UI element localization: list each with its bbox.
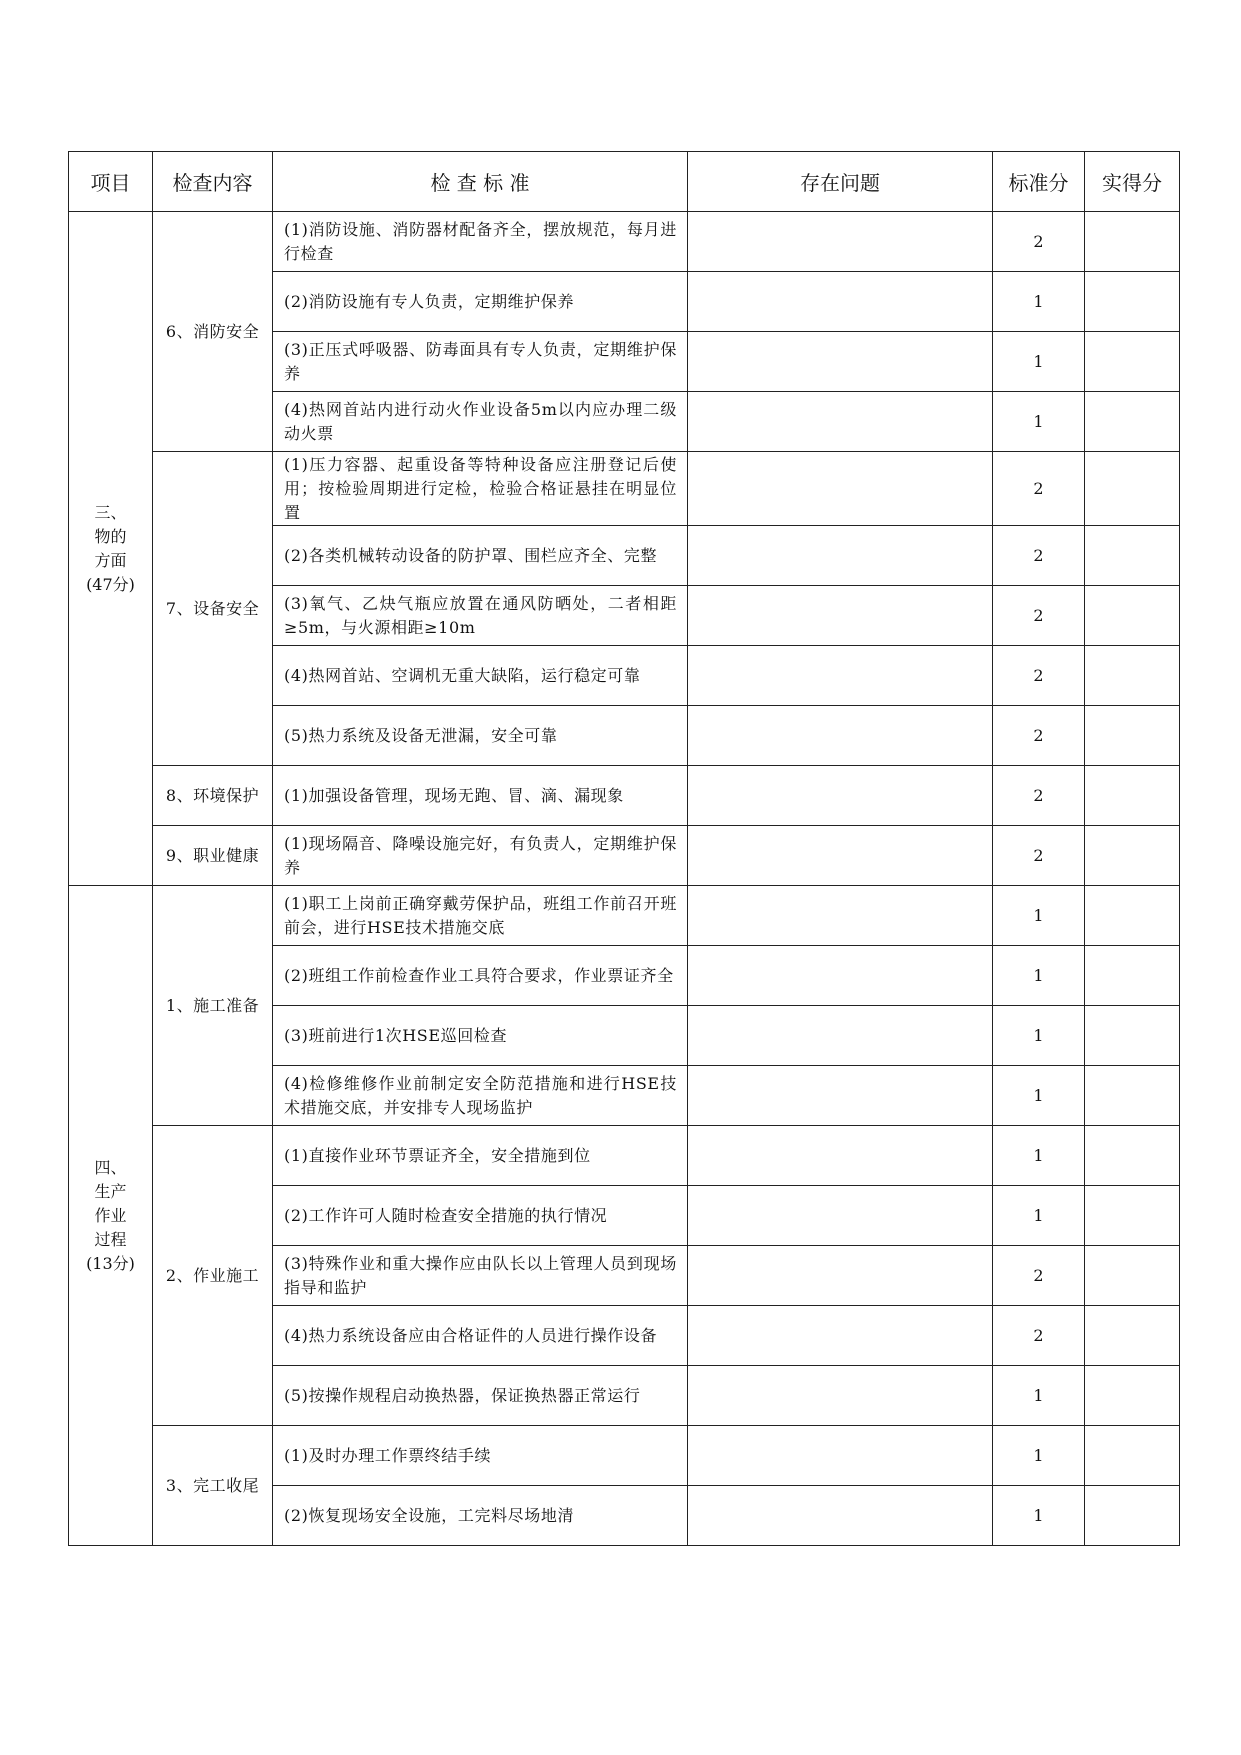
issue-cell[interactable]	[688, 212, 993, 272]
standard-score-cell: 1	[993, 1126, 1085, 1186]
standard-score-cell: 2	[993, 526, 1085, 586]
issue-cell[interactable]	[688, 1186, 993, 1246]
actual-score-cell[interactable]	[1085, 766, 1180, 826]
standard-score-cell: 2	[993, 706, 1085, 766]
issue-cell[interactable]	[688, 1426, 993, 1486]
standard-score-cell: 2	[993, 1306, 1085, 1366]
issue-cell[interactable]	[688, 332, 993, 392]
actual-score-cell[interactable]	[1085, 826, 1180, 886]
actual-score-cell[interactable]	[1085, 1006, 1180, 1066]
standard-cell: (3)氧气、乙炔气瓶应放置在通风防晒处，二者相距≥5m，与火源相距≥10m	[273, 586, 688, 646]
standard-cell: (1)压力容器、起重设备等特种设备应注册登记后使用；按检验周期进行定检，检验合格证悬挂在明显位置	[273, 452, 688, 526]
actual-score-cell[interactable]	[1085, 392, 1180, 452]
actual-score-cell[interactable]	[1085, 526, 1180, 586]
standard-score-cell: 1	[993, 1366, 1085, 1426]
subcategory-cell: 1、施工准备	[153, 886, 273, 1126]
category-line: 过程	[94, 1229, 127, 1249]
standard-score-cell: 1	[993, 1186, 1085, 1246]
standard-cell: (1)职工上岗前正确穿戴劳保护品，班组工作前召开班前会，进行HSE技术措施交底	[273, 886, 688, 946]
issue-cell[interactable]	[688, 1306, 993, 1366]
category-line: 四、	[94, 1157, 127, 1177]
issue-cell[interactable]	[688, 452, 993, 526]
issue-cell[interactable]	[688, 1066, 993, 1126]
subcategory-cell: 9、职业健康	[153, 826, 273, 886]
standard-score-cell: 2	[993, 826, 1085, 886]
standard-cell: (3)正压式呼吸器、防毒面具有专人负责，定期维护保养	[273, 332, 688, 392]
issue-cell[interactable]	[688, 766, 993, 826]
table-row	[69, 212, 1180, 272]
issue-cell[interactable]	[688, 586, 993, 646]
standard-cell: (1)现场隔音、降噪设施完好，有负责人，定期维护保养	[273, 826, 688, 886]
issue-cell[interactable]	[688, 646, 993, 706]
category-line: 作业	[94, 1205, 127, 1225]
issue-cell[interactable]	[688, 1366, 993, 1426]
actual-score-cell[interactable]	[1085, 1426, 1180, 1486]
header-std-score: 标准分	[993, 152, 1085, 212]
subcategory-cell: 3、完工收尾	[153, 1426, 273, 1546]
issue-cell[interactable]	[688, 826, 993, 886]
standard-score-cell: 2	[993, 586, 1085, 646]
table-row	[69, 1426, 1180, 1486]
standard-score-cell: 1	[993, 1486, 1085, 1546]
issue-cell[interactable]	[688, 1006, 993, 1066]
header-row	[69, 152, 1180, 212]
standard-score-cell: 1	[993, 1006, 1085, 1066]
issue-cell[interactable]	[688, 1246, 993, 1306]
standard-cell: (4)热网首站内进行动火作业设备5m以内应办理二级动火票	[273, 392, 688, 452]
standard-cell: (4)热网首站、空调机无重大缺陷，运行稳定可靠	[273, 646, 688, 706]
category-cell	[69, 886, 153, 1546]
actual-score-cell[interactable]	[1085, 586, 1180, 646]
issue-cell[interactable]	[688, 706, 993, 766]
standard-cell: (1)及时办理工作票终结手续	[273, 1426, 688, 1486]
category-cell	[69, 212, 153, 886]
standard-score-cell: 1	[993, 946, 1085, 1006]
standard-score-cell: 2	[993, 212, 1085, 272]
actual-score-cell[interactable]	[1085, 946, 1180, 1006]
standard-cell: (3)班前进行1次HSE巡回检查	[273, 1006, 688, 1066]
standard-cell: (2)恢复现场安全设施，工完料尽场地清	[273, 1486, 688, 1546]
header-item: 项目	[69, 152, 153, 212]
standard-cell: (5)按操作规程启动换热器，保证换热器正常运行	[273, 1366, 688, 1426]
standard-score-cell: 1	[993, 886, 1085, 946]
standard-score-cell: 1	[993, 392, 1085, 452]
standard-cell: (2)班组工作前检查作业工具符合要求，作业票证齐全	[273, 946, 688, 1006]
header-actual-score: 实得分	[1085, 152, 1180, 212]
issue-cell[interactable]	[688, 272, 993, 332]
actual-score-cell[interactable]	[1085, 452, 1180, 526]
actual-score-cell[interactable]	[1085, 212, 1180, 272]
standard-cell: (1)直接作业环节票证齐全，安全措施到位	[273, 1126, 688, 1186]
standard-score-cell: 2	[993, 646, 1085, 706]
actual-score-cell[interactable]	[1085, 1186, 1180, 1246]
actual-score-cell[interactable]	[1085, 1126, 1180, 1186]
issue-cell[interactable]	[688, 526, 993, 586]
issue-cell[interactable]	[688, 946, 993, 1006]
actual-score-cell[interactable]	[1085, 272, 1180, 332]
actual-score-cell[interactable]	[1085, 1246, 1180, 1306]
table-row	[69, 886, 1180, 946]
standard-score-cell: 1	[993, 272, 1085, 332]
category-line: 三、	[94, 502, 127, 522]
table-row	[69, 766, 1180, 826]
issue-cell[interactable]	[688, 1486, 993, 1546]
subcategory-cell: 2、作业施工	[153, 1126, 273, 1426]
issue-cell[interactable]	[688, 1126, 993, 1186]
actual-score-cell[interactable]	[1085, 1486, 1180, 1546]
actual-score-cell[interactable]	[1085, 886, 1180, 946]
table-row	[69, 452, 1180, 526]
standard-score-cell: 2	[993, 452, 1085, 526]
category-line: 生产	[94, 1181, 127, 1201]
subcategory-cell: 6、消防安全	[153, 212, 273, 452]
subcategory-cell: 8、环境保护	[153, 766, 273, 826]
standard-cell: (2)工作许可人随时检查安全措施的执行情况	[273, 1186, 688, 1246]
category-line: 方面	[94, 550, 127, 570]
actual-score-cell[interactable]	[1085, 1306, 1180, 1366]
standard-score-cell: 1	[993, 1066, 1085, 1126]
standard-score-cell: 2	[993, 766, 1085, 826]
actual-score-cell[interactable]	[1085, 332, 1180, 392]
category-line: (13分)	[86, 1253, 135, 1273]
standard-cell: (5)热力系统及设备无泄漏，安全可靠	[273, 706, 688, 766]
standard-score-cell: 1	[993, 1426, 1085, 1486]
subcategory-cell: 7、设备安全	[153, 452, 273, 766]
standard-score-cell: 2	[993, 1246, 1085, 1306]
issue-cell[interactable]	[688, 392, 993, 452]
actual-score-cell[interactable]	[1085, 646, 1180, 706]
header-standard: 检 查 标 准	[273, 152, 688, 212]
table-row	[69, 1126, 1180, 1186]
actual-score-cell[interactable]	[1085, 1066, 1180, 1126]
actual-score-cell[interactable]	[1085, 1366, 1180, 1426]
standard-cell: (2)消防设施有专人负责，定期维护保养	[273, 272, 688, 332]
header-content: 检查内容	[153, 152, 273, 212]
issue-cell[interactable]	[688, 886, 993, 946]
standard-cell: (4)热力系统设备应由合格证件的人员进行操作设备	[273, 1306, 688, 1366]
category-line: (47分)	[86, 574, 135, 594]
actual-score-cell[interactable]	[1085, 706, 1180, 766]
standard-cell: (2)各类机械转动设备的防护罩、围栏应齐全、完整	[273, 526, 688, 586]
inspection-table	[68, 151, 1180, 1546]
header-issues: 存在问题	[688, 152, 993, 212]
standard-cell: (1)消防设施、消防器材配备齐全，摆放规范，每月进行检查	[273, 212, 688, 272]
standard-cell: (4)检修维修作业前制定安全防范措施和进行HSE技术措施交底，并安排专人现场监护	[273, 1066, 688, 1126]
standard-score-cell: 1	[993, 332, 1085, 392]
standard-cell: (1)加强设备管理，现场无跑、冒、滴、漏现象	[273, 766, 688, 826]
category-line: 物的	[94, 526, 127, 546]
table-row	[69, 826, 1180, 886]
standard-cell: (3)特殊作业和重大操作应由队长以上管理人员到现场指导和监护	[273, 1246, 688, 1306]
